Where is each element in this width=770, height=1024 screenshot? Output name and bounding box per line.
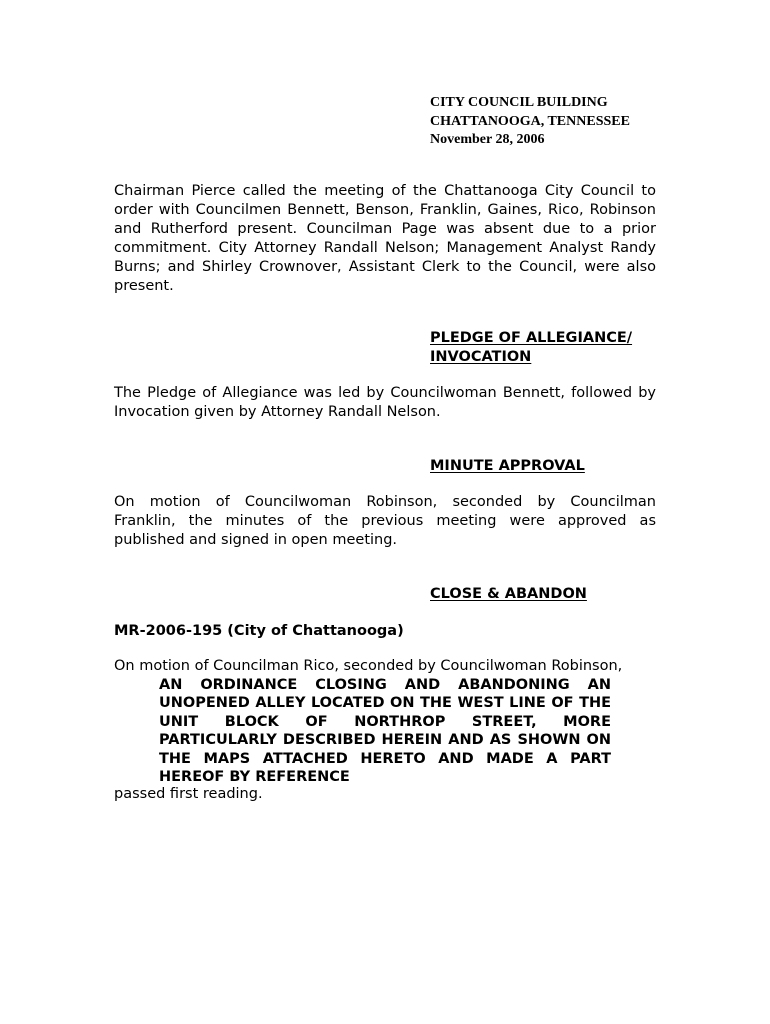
header-location-building: CITY COUNCIL BUILDING — [430, 95, 608, 110]
motion-text: On motion of Councilman Rico, seconded by Councilwoman Robinson, — [114, 658, 623, 674]
minutes-line: published and signed in open meeting. — [114, 532, 398, 548]
minutes-line: Franklin, the minutes of the previous meeting were approved as — [114, 513, 656, 529]
opening-line: Chairman Pierce called the meeting of the Chattanooga City Council to — [114, 183, 656, 199]
motion-result: passed first reading. — [114, 786, 263, 802]
header-location-city: CHATTANOOGA, TENNESSEE — [430, 113, 630, 129]
opening-line: order with Councilmen Bennett, Benson, Franklin, Gaines, Rico, Robinson — [114, 202, 656, 218]
meeting-header — [430, 94, 630, 150]
opening-line: and Rutherford present. Councilman Page was absent due to a prior — [114, 221, 656, 237]
ordinance-line: HEREOF BY REFERENCE — [159, 769, 350, 786]
section-heading-minutes: MINUTE APPROVAL — [430, 458, 585, 474]
case-reference: MR-2006-195 (City of Chattanooga) — [114, 623, 404, 639]
ordinance-line: UNOPENED ALLEY LOCATED ON THE WEST LINE OF THE — [159, 695, 611, 712]
section-heading-close-abandon: CLOSE & ABANDON — [430, 586, 587, 602]
section-heading-pledge: PLEDGE OF ALLEGIANCE/ INVOCATION — [430, 330, 633, 365]
ordinance-line: UNIT BLOCK OF NORTHROP STREET, MORE — [159, 713, 611, 730]
opening-line: commitment. City Attorney Randall Nelson; Management Analyst Randy — [114, 240, 656, 256]
ordinance-line: PARTICULARLY DESCRIBED HEREIN AND AS SHOWN ON — [159, 732, 611, 749]
ordinance-text — [159, 676, 611, 786]
minutes-line: On motion of Councilwoman Robinson, seconded by Councilman — [114, 494, 656, 510]
opening-paragraph — [114, 182, 656, 296]
pledge-paragraph — [114, 384, 656, 422]
pledge-line: The Pledge of Allegiance was led by Councilwoman Bennett, followed by — [114, 385, 656, 401]
pledge-line: Invocation given by Attorney Randall Nelson. — [114, 404, 441, 420]
minutes-paragraph — [114, 493, 656, 550]
ordinance-line: AN ORDINANCE CLOSING AND ABANDONING AN — [159, 677, 611, 693]
opening-line: Burns; and Shirley Crownover, Assistant Clerk to the Council, were also — [114, 259, 656, 275]
opening-line: present. — [114, 278, 174, 294]
ordinance-line: THE MAPS ATTACHED HERETO AND MADE A PART — [159, 750, 611, 767]
header-date: November 28, 2006 — [430, 132, 545, 147]
